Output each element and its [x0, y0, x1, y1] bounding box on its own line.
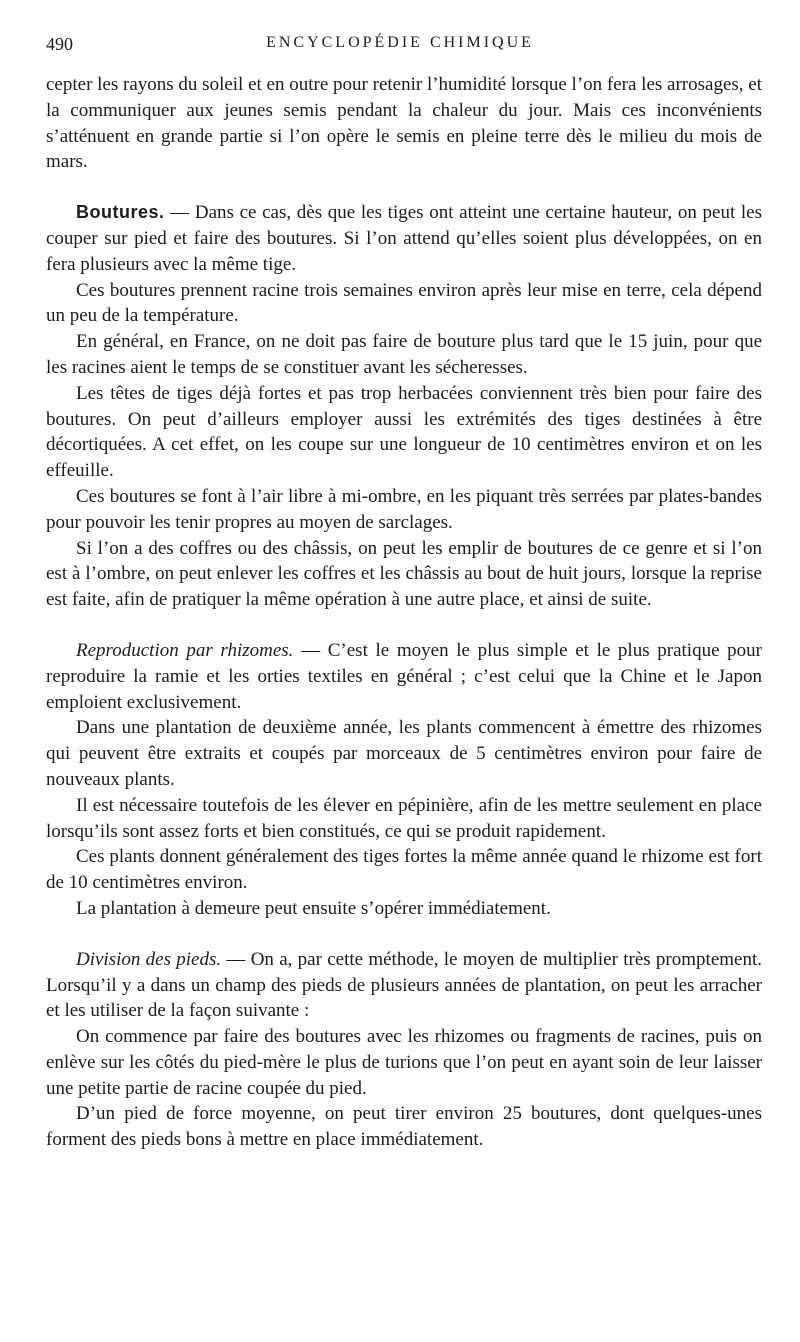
section-heading-division: Division des pieds.	[76, 948, 222, 970]
section-heading-rhizomes: Reproduction par rhizomes.	[76, 639, 294, 661]
paragraph	[46, 381, 762, 484]
paragraph-text: — Dans ce cas, dès que les tiges ont atteint une certaine hauteur, on peut les couper sur pied et faire des boutures. Si l’on attend qu’elles soient plus développées, on en fera plusieurs avec la même tige.	[46, 202, 762, 275]
paragraph-text: On commence par faire des boutures avec les rhizomes ou fragments de racines, puis on enlève sur les côtés du pied-mère le plus de turions que l’on peut en ayant soin de leur laisser une petite partie de racine coupée du pied.	[46, 1026, 762, 1099]
paragraph-text: Ces boutures prennent racine trois semaines environ après leur mise en terre, cela dépend un peu de la température.	[46, 279, 762, 327]
paragraph-text: Les têtes de tiges déjà fortes et pas trop herbacées conviennent très bien pour faire des boutures. On peut d’ailleurs employer aussi les extrémités des tiges destinées à être décortiquées. A cet effet, on les coupe sur une longueur de 10 centimètres environ et on les effeuille.	[46, 382, 762, 482]
paragraph-text: La plantation à demeure peut ensuite s’opérer immédiatement.	[76, 897, 551, 919]
paragraph	[46, 278, 762, 330]
paragraph-text: Ces plants donnent généralement des tiges fortes la même année quand le rhizome est fort de 10 centimètres environ.	[46, 846, 762, 894]
paragraph-text: Ces boutures se font à l’air libre à mi-ombre, en les piquant très serrées par plates-bandes pour pouvoir les tenir propres au moyen de sarclages.	[46, 485, 762, 533]
paragraph-intro-continuation	[46, 72, 762, 175]
paragraph-text: Dans une plantation de deuxième année, les plants commencent à émettre des rhizomes qui peuvent être extraits et coupés par morceaux de 5 centimètres environ pour faire de nouveaux plants.	[46, 717, 762, 790]
paragraph-text: — C’est le moyen le plus simple et le plus pratique pour reproduire la ramie et les orties textiles en général ; c’est celui que la Chine et le Japon emploient exclusivement.	[46, 639, 762, 713]
paragraph	[46, 1101, 762, 1153]
paragraph	[46, 715, 762, 792]
page-number: 490	[46, 34, 73, 54]
paragraph-text: — On a, par cette méthode, le moyen de multiplier très promptement. Lorsqu’il y a dans un champ des pieds de plusieurs années de plantation, on peut les arracher et les utiliser de la façon suivante :	[46, 948, 762, 1022]
running-title: ENCYCLOPÉDIE CHIMIQUE	[266, 34, 534, 51]
paragraph-text: cepter les rayons du soleil et en outre pour retenir l’humidité lorsque l’on fera les arrosages, et la communiquer aux jeunes semis pendant la chaleur du jour. Mais ces inconvénients s’atténuent en grande partie si l’on opère le semis en pleine terre dès le milieu du mois de mars.	[46, 74, 762, 173]
paragraph	[46, 484, 762, 536]
paragraph	[46, 896, 762, 922]
paragraph	[46, 536, 762, 613]
paragraph-text: Si l’on a des coffres ou des châssis, on peut les emplir de boutures de ce genre et si l’on est à l’ombre, on peut enlever les coffres et les châssis au bout de huit jours, lorsque la reprise est faite, afin de pratiquer la même opération à une autre place, et ainsi de suite.	[46, 537, 762, 611]
paragraph-boutures	[46, 200, 762, 277]
paragraph-text: D’un pied de force moyenne, on peut tirer environ 25 boutures, dont quelques-unes forment des pieds bons à mettre en place immédiatement.	[46, 1103, 762, 1151]
paragraph	[46, 793, 762, 845]
paragraph-reproduction-rhizomes	[46, 638, 762, 715]
paragraph-division-pieds	[46, 947, 762, 1024]
paragraph	[46, 1024, 762, 1101]
paragraph	[46, 844, 762, 896]
section-heading-boutures: Boutures.	[76, 202, 165, 223]
paragraph-text: En général, en France, on ne doit pas faire de bouture plus tard que le 15 juin, pour que les racines aient le temps de se constituer avant les sécheresses.	[46, 331, 762, 378]
paragraph	[46, 329, 762, 381]
paragraph-text: Il est nécessaire toutefois de les élever en pépinière, afin de les mettre seulement en place lorsqu’ils sont assez forts et bien constitués, ce qui se produit rapidement.	[46, 794, 762, 842]
body-text	[46, 72, 762, 1153]
running-head	[0, 30, 800, 60]
